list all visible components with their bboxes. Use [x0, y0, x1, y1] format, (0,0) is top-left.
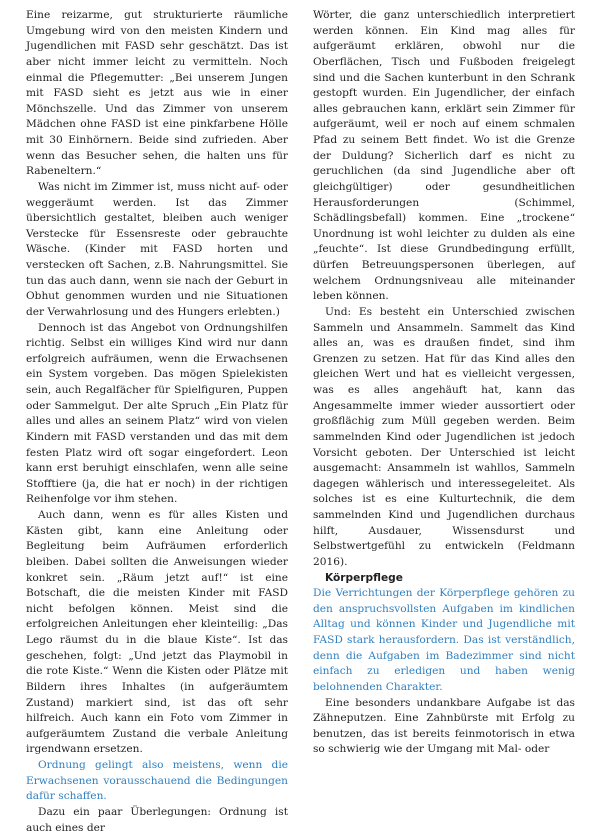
- highlighted-paragraph: Die Verrichtungen der Körperpflege gehören zu den anspruchsvollsten Aufgaben im kindlichen Alltag und können Kinder und Jugendliche mit FASD stark herausfordern. Das ist verständlich, denn die Aufgaben im Badezimmer sind nicht einfach zu erledigen und haben wenig belohnenden Charakter.: [313, 587, 575, 693]
- highlighted-paragraph: Ordnung gelingt also meistens, wenn die Erwachsenen vorausschauend die Bedingungen dafür schaffen.: [26, 759, 288, 803]
- paragraph: Wörter, die ganz unterschiedlich interpretiert werden können. Ein Kind mag alles für aufgeräumt erklären, obwohl nur die Oberflächen, Tisch und Fußboden freigelegt sind und die Sachen kunterbunt in den Schrank gestopft wurden. Ein Jugendlicher, der einfach alles gebrauchen kann, erklärt sein Zimmer für aufgeräumt, weil er noch auf einem schmalen Pfad zu seinem Bett findet. Wo ist die Grenze der Duldung? Sicherlich darf es nicht zu geruchlichen (da sind Jugendliche aber oft gleichgültiger) oder gesundheitlichen Herausforderungen (Schimmel, Schädlingsbefall) kommen. Eine „trockene“ Unordnung ist wohl leichter zu dulden als eine „feuchte“. Ist diese Grundbedingung erfüllt, dürfen Betreuungspersonen überlegen, auf welchem Ordnungsniveau alle miteinander leben können.: [313, 9, 575, 303]
- paragraph: Dazu ein paar Überlegungen: Ordnung ist auch eines der: [26, 805, 288, 834]
- right-column: [313, 8, 575, 758]
- paragraph: Und: Es besteht ein Unterschied zwischen Sammeln und Ansammeln. Sammelt das Kind alles an, was es draußen findet, sind ihm Grenzen zu setzen. Hat für das Kind alles den gleichen Wert und hat es vielleicht vergessen, was es alles angehäuft hat, kann das Angesammelte immer wieder aussortiert oder großflächig zum Müll gegeben werden. Beim sammelnden Kind oder Jugendlichen ist jedoch Vorsicht geboten. Der Unterschied ist leicht ausgemacht: Ansammeln ist wahllos, Sammeln dagegen wählerisch und interessegeleitet. Als solches ist es eine Kulturtechnik, die dem sammelnden Kind und Jugendlichen durchaus hilft, Ausdauer, Wissensdurst und Selbstwertgefühl zu entwickeln (Feldmann 2016).: [313, 305, 575, 568]
- paragraph: Eine besonders undankbare Aufgabe ist das Zähneputzen. Eine Zahnbürste mit Erfolg zu benutzen, das ist bereits feinmotorisch in etwa so schwierig wie der Umgang mit Mal- oder: [313, 696, 575, 756]
- paragraph: Eine reizarme, gut strukturierte räumliche Umgebung wird von den meisten Kindern und Jugendlichen mit FASD sehr geschätzt. Das ist aber nicht immer leicht zu vermitteln. Noch einmal die Pflegemutter: „Bei unserem Jungen mit FASD sieht es jetzt aus wie in einer Mönchszelle. Und das Zimmer von unserem Mädchen ohne FASD ist eine pinkfarbene Hölle mit 30 Einhörnern. Beide sind zufrieden. Aber wenn das Besucher sehen, die halten uns für Rabeneltern.“: [26, 9, 288, 178]
- paragraph: Was nicht im Zimmer ist, muss nicht auf- oder weggeräumt werden. Ist das Zimmer übersichtlich gestaltet, bleiben auch weniger Verstecke für Essensreste oder gebrauchte Wäsche. (Kinder mit FASD horten und verstecken oft Sachen, z.B. Nahrungsmittel. Sie tun das auch dann, wenn sie nach der Geburt in Obhut genommen wurden und nie Situationen der Verwahrlosung und des Hungers erlebten.): [26, 180, 288, 318]
- section-heading: Körperpflege: [325, 571, 403, 584]
- paragraph: Dennoch ist das Angebot von Ordnungshilfen richtig. Selbst ein williges Kind wird nur dann erfolgreich aufräumen, wenn die Erwachsenen ein System vorgeben. Das mögen Spielekisten sein, auch Regalfächer für Spielfiguren, Puppen oder Sammelgut. Der alte Spruch „Ein Platz für alles und alles an seinem Platz“ wird von vielen Kindern mit FASD verstanden und das mit dem festen Platz wird oft sogar eingefordert. Leon kann erst beruhigt einschlafen, wenn alle seine Stofftiere (ja, die hat er noch) in der richtigen Reihenfolge vor ihm stehen.: [26, 321, 288, 506]
- paragraph: Auch dann, wenn es für alles Kisten und Kästen gibt, kann eine Anleitung oder Begleitung beim Aufräumen erforderlich bleiben. Dabei sollten die Anweisungen wieder konkret sein. „Räum jetzt auf!“ ist eine Botschaft, die die meisten Kinder mit FASD nicht befolgen können. Meist sind die erfolgreichen Anleitungen eher kleinteilig: „Das Lego räumst du in die blaue Kiste“. Ist das geschehen, folgt: „Und jetzt das Playmobil in die rote Kiste.“ Wenn die Kisten oder Plätze mit Bildern ihres Inhaltes (in aufgeräumtem Zustand) markiert sind, ist das oft sehr hilfreich. Auch kann ein Foto vom Zimmer in aufgeräumtem Zustand die verbale Anleitung irgendwann ersetzen.: [26, 509, 288, 756]
- left-column: [26, 8, 288, 836]
